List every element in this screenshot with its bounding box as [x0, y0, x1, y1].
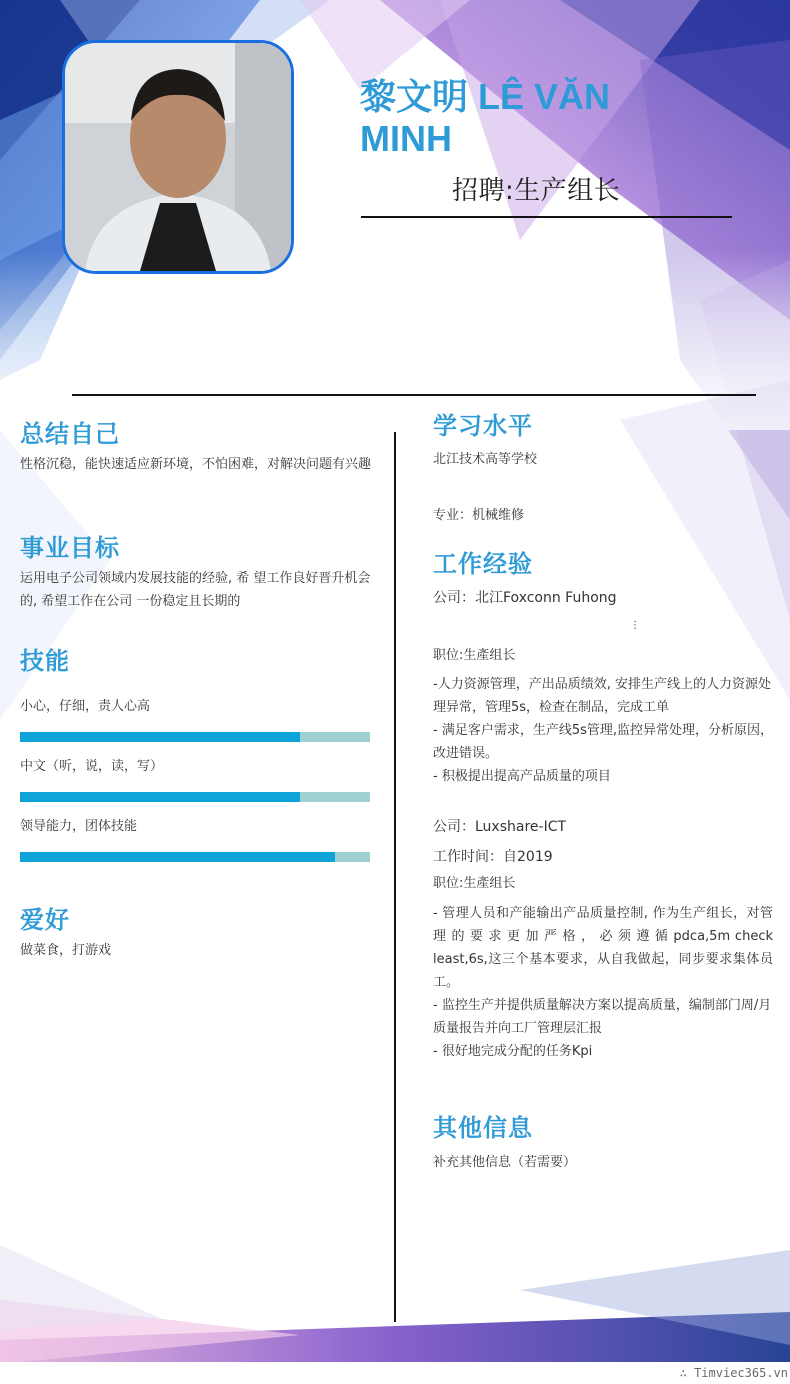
hobbies-title: 爱好 — [20, 906, 70, 934]
education-major: 专业：机械维修 — [433, 508, 525, 523]
skill-bar-fill — [20, 852, 335, 862]
job-marker: ⋮ — [630, 620, 640, 631]
section-divider — [72, 394, 756, 396]
summary-title: 总结自己 — [20, 420, 120, 448]
career-title: 事业目标 — [20, 534, 120, 562]
column-divider — [394, 432, 396, 1322]
job-duty: - 管理人员和产能输出产品质量控制, 作为生产组长，对管 理 的 要 求 更 加 严 格 ， 必 须 遵 循 pdca,5m check least,6s,这三个基本要求，从自我做起，同步要求集体员工。 — [433, 906, 773, 990]
skill-bar — [20, 732, 370, 742]
skill-bar — [20, 792, 370, 802]
summary-text: 性格沉稳，能快速适应新环境，不怕困难，对解决问题有兴趣 — [20, 457, 372, 472]
job-title: 招聘:生产组长 — [452, 176, 621, 206]
job-duty: - 监控生产并提供质量解决方案以提高质量，编制部门周/月质量报告并向工厂管理层汇报 — [433, 998, 772, 1036]
job-duties — [433, 673, 773, 788]
job-time: 工作时间：自2019 — [433, 849, 553, 865]
other-title: 其他信息 — [433, 1114, 533, 1142]
skill-label: 小心，仔细，责人心高 — [20, 699, 151, 714]
job-company: 公司：Luxshare-ICT — [433, 819, 567, 835]
job-company: 公司：北江Foxconn Fuhong — [433, 590, 617, 606]
skill-bar-fill — [20, 732, 300, 742]
education-title: 学习水平 — [433, 412, 533, 440]
education-school: 北江技术高等学校 — [433, 452, 538, 467]
job-duty: - 满足客户需求，生产线5s管理,监控异常处理，分析原因，改进错误。 — [433, 723, 773, 761]
job-position: 职位:生產组长 — [433, 648, 516, 663]
experience-title: 工作经验 — [433, 550, 533, 578]
hobbies-text: 做菜食，打游戏 — [20, 943, 112, 958]
job-duties — [433, 902, 773, 1063]
job-duty: - 很好地完成分配的任务Kpi — [433, 1044, 593, 1059]
job-position: 职位:生產组长 — [433, 876, 516, 891]
skills-title: 技能 — [20, 647, 70, 675]
profile-photo — [62, 40, 294, 274]
job-duty: -人力资源管理，产出品质绩效, 安排生产线上的人力资源处理异常，管理5s，检查在制品，完成工单 — [433, 677, 771, 715]
other-text: 补充其他信息（若需要） — [433, 1155, 577, 1170]
career-text: 运用电子公司领域内发展技能的经验, 希 望工作良好晋升机会的, 希望工作在公司 一份稳定且长期的 — [20, 571, 371, 609]
skill-bar — [20, 852, 370, 862]
header-underline — [361, 216, 732, 218]
skill-label: 中文（听，说，读，写） — [20, 759, 164, 774]
job-duty: - 积极提出提高产品质量的项目 — [433, 769, 611, 784]
skill-label: 领导能力，团体技能 — [20, 819, 138, 834]
watermark: ∴ Timviec365.vn — [679, 1366, 788, 1380]
skill-bar-fill — [20, 792, 300, 802]
candidate-name: 黎文明 LÊ VĂN MINH — [360, 76, 611, 159]
